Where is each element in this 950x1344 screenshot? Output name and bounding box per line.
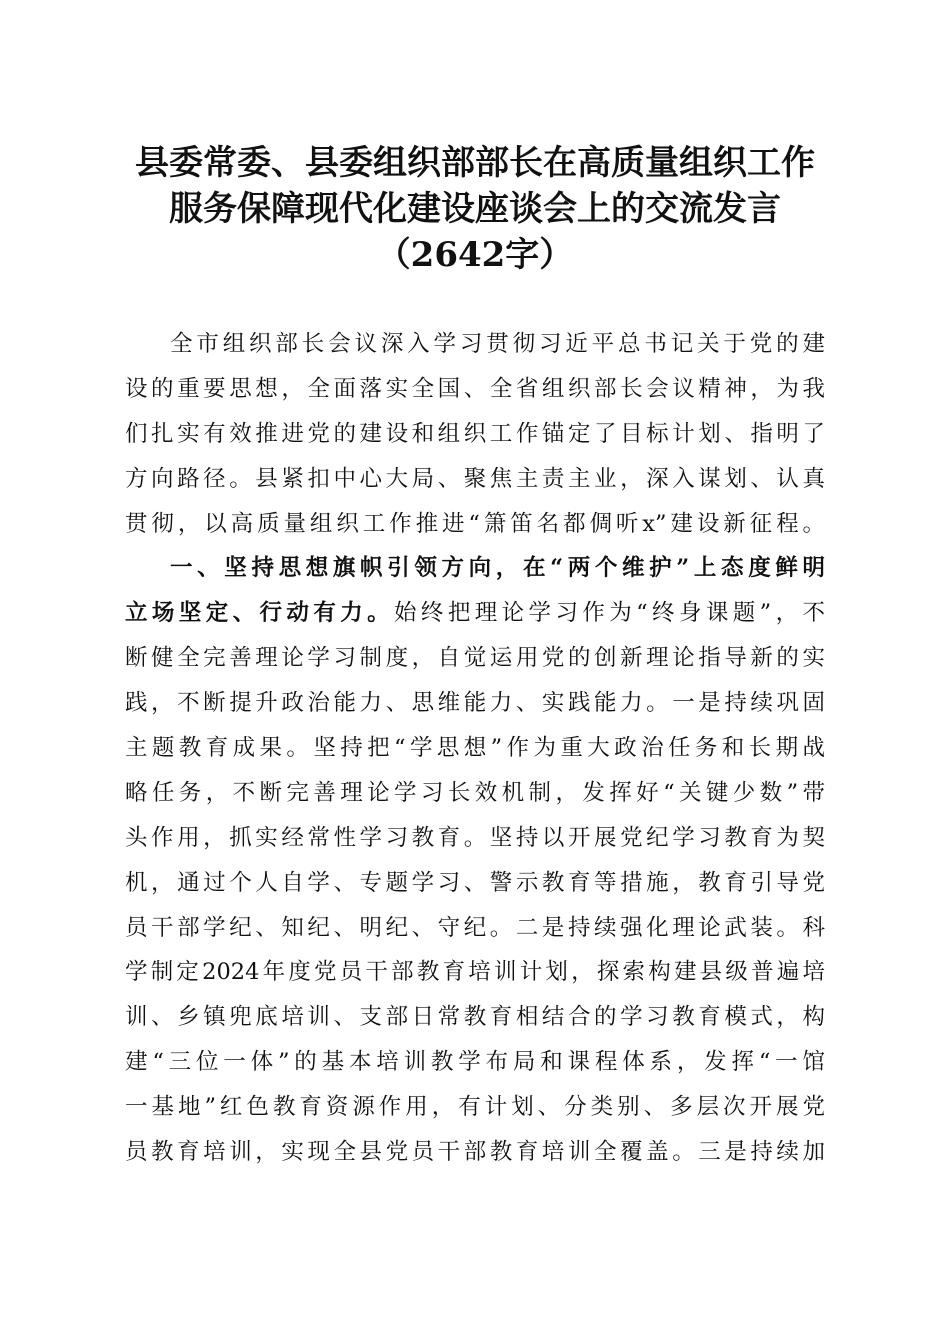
section-heading-continuation: 立场坚定、行动有力。 [125, 600, 395, 627]
body-line: 建“三位一体”的基本培训教学布局和课程体系，发挥“一馆 [125, 1049, 825, 1076]
body-line: 略任务，不断完善理论学习长效机制，发挥好“关键少数”带 [125, 779, 825, 806]
body-line: 机，通过个人自学、专题学习、警示教育等措施，教育引导党 [125, 869, 825, 896]
body-line: 全市组织部长会议深入学习贯彻习近平总书记关于党的建 [170, 331, 825, 357]
body-line: 践，不断提升政治能力、思维能力、实践能力。一是持续巩固 [125, 690, 825, 717]
body-line: 头作用，抓实经常性学习教育。坚持以开展党纪学习教育为契 [125, 824, 825, 851]
document-body [125, 322, 825, 1175]
body-line: 们扎实有效推进党的建设和组织工作锚定了目标计划、指明了 [125, 420, 825, 447]
document-title-word-count: （2642字） [376, 235, 574, 275]
body-line: 一基地”红色教育资源作用，有计划、分类别、多层次开展党 [125, 1094, 825, 1121]
document-title-line-1: 县委常委、县委组织部部长在高质量组织工作 [135, 143, 815, 183]
body-line: 断健全完善理论学习制度，自觉运用党的创新理论指导新的实 [125, 645, 825, 672]
body-line: 员干部学纪、知纪、明纪、守纪。二是持续强化理论武装。科 [125, 914, 825, 941]
section-heading-line: 一、坚持思想旗帜引领方向，在“两个维护”上态度鲜明 [170, 555, 825, 582]
body-line: 学制定2024年度党员干部教育培训计划，探索构建县级普遍培 [125, 959, 825, 986]
body-line: 训、乡镇兜底培训、支部日常教育相结合的学习教育模式，构 [125, 1004, 825, 1031]
body-text: 始终把理论学习作为“终身课题”，不 [394, 600, 825, 627]
body-line: 设的重要思想，全面落实全国、全省组织部长会议精神，为我 [125, 375, 825, 402]
body-line-mixed [125, 591, 825, 636]
document-title-line-2: 服务保障现代化建设座谈会上的交流发言 [169, 189, 781, 229]
body-line: 贯彻，以高质量组织工作推进“箫笛名都倜听x”建设新征程。 [125, 510, 825, 537]
body-line: 方向路径。县紧扣中心大局、聚焦主责主业，深入谋划、认真 [125, 465, 825, 492]
body-line: 员教育培训，实现全县党员干部教育培训全覆盖。三是持续加 [125, 1139, 825, 1166]
body-line: 主题教育成果。坚持把“学思想”作为重大政治任务和长期战 [125, 735, 825, 762]
